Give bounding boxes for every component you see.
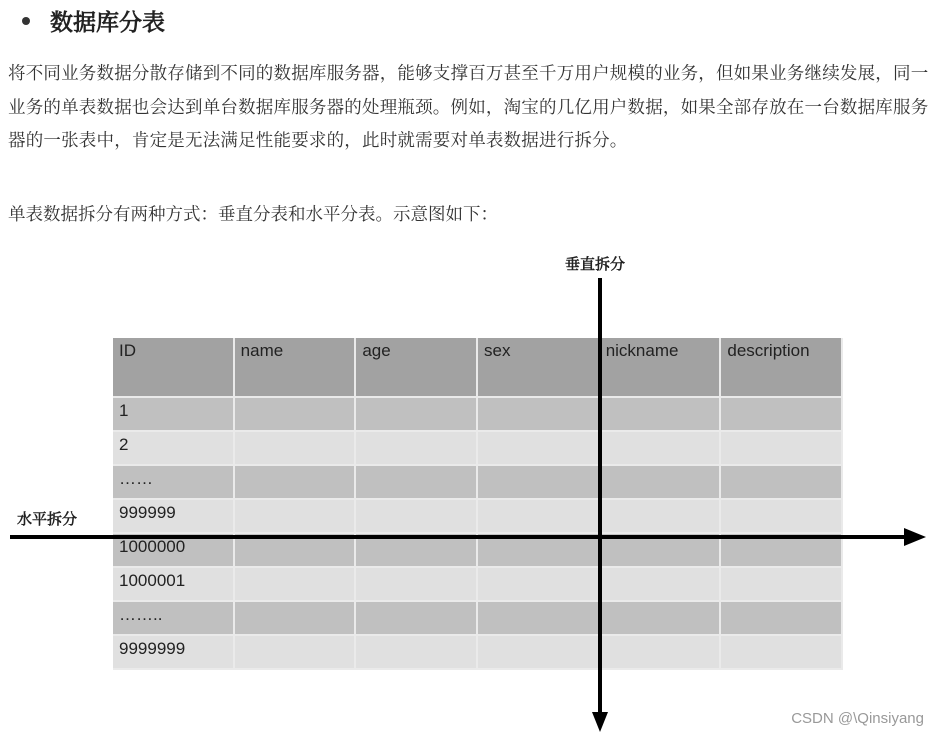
row-id-cell: 1000000 [113, 534, 235, 568]
vertical-split-arrow [592, 278, 608, 732]
split-methods-paragraph: 单表数据拆分有两种方式：垂直分表和水平分表。示意图如下： [8, 205, 498, 225]
row-id-cell: …… [113, 466, 235, 500]
row-id-cell: 999999 [113, 500, 235, 534]
column-header: sex [478, 338, 600, 398]
row-id-cell: …….. [113, 602, 235, 636]
heading-text: 数据库分表 [50, 10, 165, 36]
column-header: description [721, 338, 843, 398]
horizontal-split-label: 水平拆分 [17, 510, 78, 528]
column-header: name [235, 338, 357, 398]
column-header: nickname [600, 338, 722, 398]
column-header: ID [113, 338, 235, 398]
row-id-cell: 1 [113, 398, 235, 432]
column-header: age [356, 338, 478, 398]
row-id-cell: 1000001 [113, 568, 235, 602]
vertical-split-label: 垂直拆分 [565, 255, 626, 273]
horizontal-split-arrow [10, 528, 926, 546]
watermark: CSDN @\Qinsiyang [791, 710, 924, 727]
row-id-cell: 2 [113, 432, 235, 466]
row-id-cell: 9999999 [113, 636, 235, 670]
intro-paragraph: 将不同业务数据分散存储到不同的数据库服务器，能够支撑百万甚至千万用户规模的业务，但如果业务继续发展，同一业务的单表数据也会达到单台数据库服务器的处理瓶颈。例如，淘宝的几亿用户数据，如果全部存放在一台数据库服务器的一张表中，肯定是无法满足性能要求的，此时就需要对单表数据进行拆分。 [8, 64, 929, 151]
